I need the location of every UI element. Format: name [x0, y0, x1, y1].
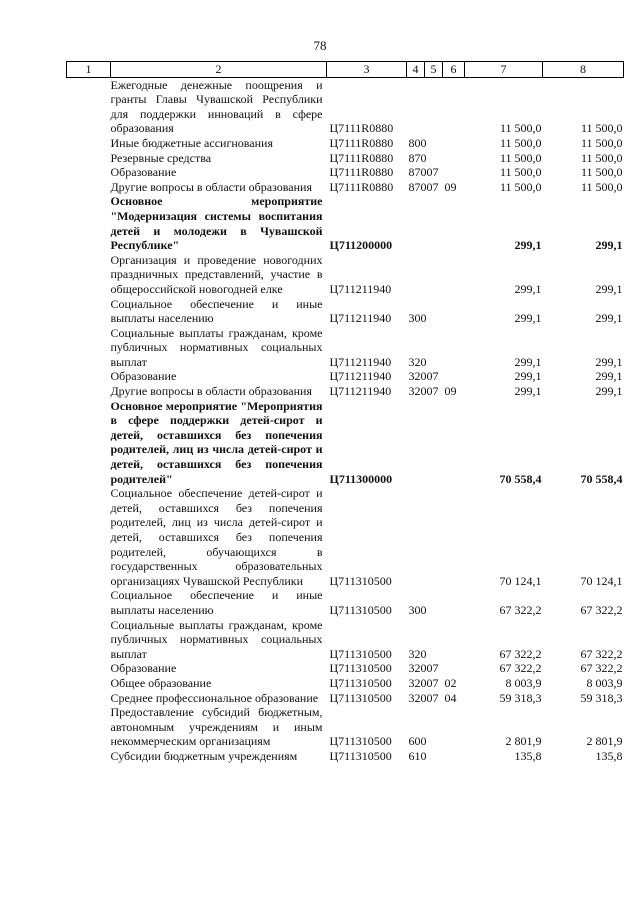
- cell-code: Ц711310500: [329, 748, 392, 763]
- cell-amount-2: 67 322,2: [580, 646, 623, 661]
- cell-section: [425, 749, 443, 764]
- table-row: [67, 399, 624, 487]
- cell-expense-type: 320: [408, 675, 427, 690]
- cell-subsection: 09: [444, 384, 457, 399]
- cell-amount-2: 299,1: [595, 384, 623, 399]
- cell-amount-1: 70 124,1: [499, 573, 542, 588]
- cell-amount-2: 11 500,0: [580, 165, 623, 180]
- cell-expense-type: 320: [408, 690, 427, 705]
- cell-col-1: [67, 326, 111, 370]
- header-col-8: 8: [543, 62, 624, 78]
- cell-code: Ц711310500: [329, 573, 392, 588]
- cell-col-1: [67, 384, 111, 399]
- header-col-3: 3: [327, 62, 407, 78]
- cell-col-1: [67, 136, 111, 151]
- cell-subsection: [443, 369, 465, 384]
- cell-amount-2: 299,1: [595, 369, 623, 384]
- cell-col-1: [67, 691, 111, 706]
- cell-code: Ц711310500: [329, 734, 392, 749]
- header-col-2: 2: [111, 62, 327, 78]
- header-col-1: 1: [67, 62, 111, 78]
- cell-expense-type: [407, 253, 425, 297]
- cell-name: Общее образование: [110, 675, 212, 690]
- cell-amount-1: 135,8: [514, 748, 542, 763]
- cell-section: [425, 618, 443, 662]
- cell-col-1: [67, 180, 111, 195]
- cell-subsection: [443, 661, 465, 676]
- cell-col-1: [67, 399, 111, 487]
- table-row: [67, 486, 624, 588]
- cell-amount-2: 70 558,4: [580, 471, 623, 486]
- cell-expense-type: 320: [408, 646, 427, 661]
- cell-amount-2: 59 318,3: [580, 690, 623, 705]
- cell-code: Ц7111R0880: [329, 179, 394, 194]
- cell-name: Иные бюджетные ассигнования: [110, 135, 273, 150]
- cell-amount-1: 299,1: [514, 281, 542, 296]
- cell-name: Социальные выплаты гражданам, кроме публичных нормативных социальных выплат: [110, 325, 323, 369]
- cell-subsection: 02: [444, 675, 457, 690]
- cell-col-1: [67, 676, 111, 691]
- cell-amount-1: 11 500,0: [499, 121, 542, 136]
- cell-subsection: [443, 253, 465, 297]
- cell-col-1: [67, 588, 111, 617]
- cell-name: Организация и проведение новогодних праздничных представлений, участие в общероссийской новогодней елке: [110, 252, 323, 296]
- cell-amount-1: 67 322,2: [499, 602, 542, 617]
- cell-section: 07: [426, 369, 439, 384]
- cell-section: [425, 136, 443, 151]
- cell-expense-type: 800: [408, 135, 427, 150]
- cell-expense-type: 320: [408, 369, 427, 384]
- cell-col-1: [67, 749, 111, 764]
- cell-amount-1: 67 322,2: [499, 661, 542, 676]
- cell-col-1: [67, 661, 111, 676]
- cell-name: Субсидии бюджетным учреждениям: [110, 748, 298, 763]
- cell-amount-2: 11 500,0: [580, 121, 623, 136]
- cell-expense-type: [407, 399, 425, 487]
- cell-col-1: [67, 618, 111, 662]
- table-row: [67, 77, 624, 136]
- cell-section: [425, 297, 443, 326]
- cell-name: Другие вопросы в области образования: [110, 179, 312, 194]
- cell-code: Ц7111R0880: [329, 150, 394, 165]
- cell-code: Ц711211940: [329, 354, 392, 369]
- cell-section: [425, 194, 443, 252]
- table-row: [67, 194, 624, 252]
- cell-name: Социальное обеспечение и иные выплаты населению: [110, 588, 323, 617]
- cell-amount-2: 299,1: [595, 354, 623, 369]
- cell-amount-1: 59 318,3: [499, 690, 542, 705]
- header-col-7: 7: [465, 62, 543, 78]
- cell-amount-1: 11 500,0: [499, 165, 542, 180]
- cell-subsection: [443, 618, 465, 662]
- table-row: [67, 588, 624, 617]
- cell-subsection: [443, 77, 465, 136]
- cell-section: [425, 588, 443, 617]
- cell-amount-2: 11 500,0: [580, 135, 623, 150]
- cell-expense-type: 870: [408, 179, 427, 194]
- cell-amount-1: 11 500,0: [499, 179, 542, 194]
- cell-col-1: [67, 151, 111, 166]
- cell-section: 07: [426, 165, 439, 180]
- table-row: [67, 749, 624, 764]
- cell-col-1: [67, 297, 111, 326]
- cell-section: [425, 399, 443, 487]
- table-row: [67, 369, 624, 384]
- cell-code: Ц7111R0880: [329, 135, 394, 150]
- cell-subsection: [443, 588, 465, 617]
- cell-name: Образование: [110, 369, 177, 384]
- cell-section: [425, 705, 443, 749]
- table-row: [67, 661, 624, 676]
- cell-expense-type: [407, 486, 425, 588]
- header-col-4: 4: [407, 62, 425, 78]
- cell-amount-1: 67 322,2: [499, 646, 542, 661]
- cell-subsection: 09: [444, 179, 457, 194]
- cell-col-1: [67, 369, 111, 384]
- cell-amount-1: 8 003,9: [505, 675, 542, 690]
- cell-amount-2: 299,1: [595, 281, 623, 296]
- cell-code: Ц7111R0880: [329, 121, 394, 136]
- cell-expense-type: 300: [408, 602, 427, 617]
- table-row: [67, 136, 624, 151]
- cell-amount-2: 11 500,0: [580, 179, 623, 194]
- table-body: [67, 77, 624, 763]
- cell-subsection: [443, 297, 465, 326]
- cell-expense-type: 300: [408, 311, 427, 326]
- cell-amount-1: 299,1: [514, 238, 542, 253]
- cell-subsection: 04: [444, 690, 457, 705]
- header-col-5: 5: [425, 62, 443, 78]
- cell-section: 07: [426, 675, 439, 690]
- cell-amount-1: 2 801,9: [505, 734, 542, 749]
- cell-expense-type: 320: [408, 354, 427, 369]
- cell-code: Ц711310500: [329, 646, 392, 661]
- cell-code: Ц711211940: [329, 384, 392, 399]
- cell-code: Ц711211940: [329, 311, 392, 326]
- cell-code: Ц711310500: [329, 661, 392, 676]
- table-row: [67, 618, 624, 662]
- cell-expense-type: [407, 77, 425, 136]
- cell-expense-type: 600: [408, 734, 427, 749]
- cell-code: Ц711310500: [329, 690, 392, 705]
- cell-subsection: [443, 136, 465, 151]
- cell-name: Социальные выплаты гражданам, кроме публичных нормативных социальных выплат: [110, 617, 323, 661]
- cell-section: [425, 253, 443, 297]
- table-row: [67, 326, 624, 370]
- cell-name: Образование: [110, 165, 177, 180]
- cell-expense-type: [407, 194, 425, 252]
- cell-name: Основное мероприятие "Мероприятия в сфере поддержки детей-сирот и детей, оставшихся без попечения родителей, лиц из числа детей-сирот и детей, оставшихся без попечения родителей": [110, 398, 323, 486]
- table-row: [67, 165, 624, 180]
- cell-section: [425, 326, 443, 370]
- cell-amount-2: 299,1: [595, 311, 623, 326]
- cell-amount-2: 8 003,9: [586, 675, 623, 690]
- cell-section: 07: [426, 690, 439, 705]
- cell-subsection: [443, 165, 465, 180]
- cell-code: Ц711211940: [329, 369, 392, 384]
- table-row: [67, 151, 624, 166]
- cell-name: Социальное обеспечение детей-сирот и детей, оставшихся без попечения родителей, лиц из числа детей-сирот и детей, оставшихся без попечения родителей, обучающихся в государственных образовательных организациях Чувашской Республики: [110, 486, 323, 588]
- cell-name: Образование: [110, 661, 177, 676]
- cell-col-1: [67, 77, 111, 136]
- cell-code: Ц711211940: [329, 281, 392, 296]
- cell-name: Основное мероприятие "Модернизация системы воспитания детей и молодежи в Чувашской Республике": [110, 194, 323, 253]
- cell-amount-1: 299,1: [514, 311, 542, 326]
- cell-subsection: [443, 151, 465, 166]
- cell-section: [425, 151, 443, 166]
- cell-amount-2: 67 322,2: [580, 661, 623, 676]
- cell-section: 07: [426, 179, 439, 194]
- table-row: [67, 253, 624, 297]
- cell-col-1: [67, 253, 111, 297]
- cell-code: Ц7111R0880: [329, 165, 394, 180]
- cell-amount-1: 299,1: [514, 369, 542, 384]
- cell-section: [425, 77, 443, 136]
- cell-amount-1: 299,1: [514, 384, 542, 399]
- cell-expense-type: 320: [408, 661, 427, 676]
- cell-expense-type: 870: [408, 150, 427, 165]
- cell-code: Ц711310500: [329, 602, 392, 617]
- cell-amount-2: 67 322,2: [580, 602, 623, 617]
- table-row: [67, 297, 624, 326]
- cell-amount-1: 11 500,0: [499, 135, 542, 150]
- cell-section: [425, 486, 443, 588]
- cell-subsection: [443, 194, 465, 252]
- cell-code: Ц711200000: [329, 238, 393, 253]
- cell-amount-2: 2 801,9: [586, 734, 623, 749]
- budget-table: [66, 61, 624, 764]
- header-row: [67, 62, 624, 78]
- table-row: [67, 705, 624, 749]
- cell-subsection: [443, 399, 465, 487]
- cell-code: Ц711310500: [329, 675, 392, 690]
- cell-name: Другие вопросы в области образования: [110, 384, 312, 399]
- cell-col-1: [67, 194, 111, 252]
- cell-amount-2: 299,1: [595, 238, 623, 253]
- table-row: [67, 676, 624, 691]
- cell-name: Среднее профессиональное образование: [110, 690, 319, 705]
- cell-name: Предоставление субсидий бюджетным, автономным учреждениям и иным некоммерческим организациям: [110, 705, 323, 749]
- cell-name: Социальное обеспечение и иные выплаты населению: [110, 296, 323, 326]
- table-row: [67, 384, 624, 399]
- cell-subsection: [443, 326, 465, 370]
- cell-subsection: [443, 486, 465, 588]
- cell-subsection: [443, 749, 465, 764]
- table-row: [67, 180, 624, 195]
- cell-expense-type: 320: [408, 384, 427, 399]
- cell-name: Ежегодные денежные поощрения и гранты Главы Чувашской Республики для поддержки инноваций в сфере образования: [110, 77, 323, 136]
- cell-amount-2: 11 500,0: [580, 150, 623, 165]
- header-col-6: 6: [443, 62, 465, 78]
- cell-section: 07: [426, 661, 439, 676]
- cell-col-1: [67, 705, 111, 749]
- cell-amount-2: 70 124,1: [580, 573, 623, 588]
- cell-expense-type: 870: [408, 165, 427, 180]
- page-number: 78: [313, 38, 327, 53]
- cell-amount-1: 299,1: [514, 354, 542, 369]
- table-row: [67, 691, 624, 706]
- cell-code: Ц711300000: [329, 471, 393, 486]
- cell-name: Резервные средства: [110, 150, 212, 165]
- cell-subsection: [443, 705, 465, 749]
- cell-col-1: [67, 165, 111, 180]
- cell-amount-1: 11 500,0: [499, 150, 542, 165]
- cell-section: 07: [426, 384, 439, 399]
- cell-col-1: [67, 486, 111, 588]
- cell-expense-type: 610: [408, 748, 427, 763]
- cell-amount-2: 135,8: [595, 748, 623, 763]
- cell-amount-1: 70 558,4: [499, 471, 542, 486]
